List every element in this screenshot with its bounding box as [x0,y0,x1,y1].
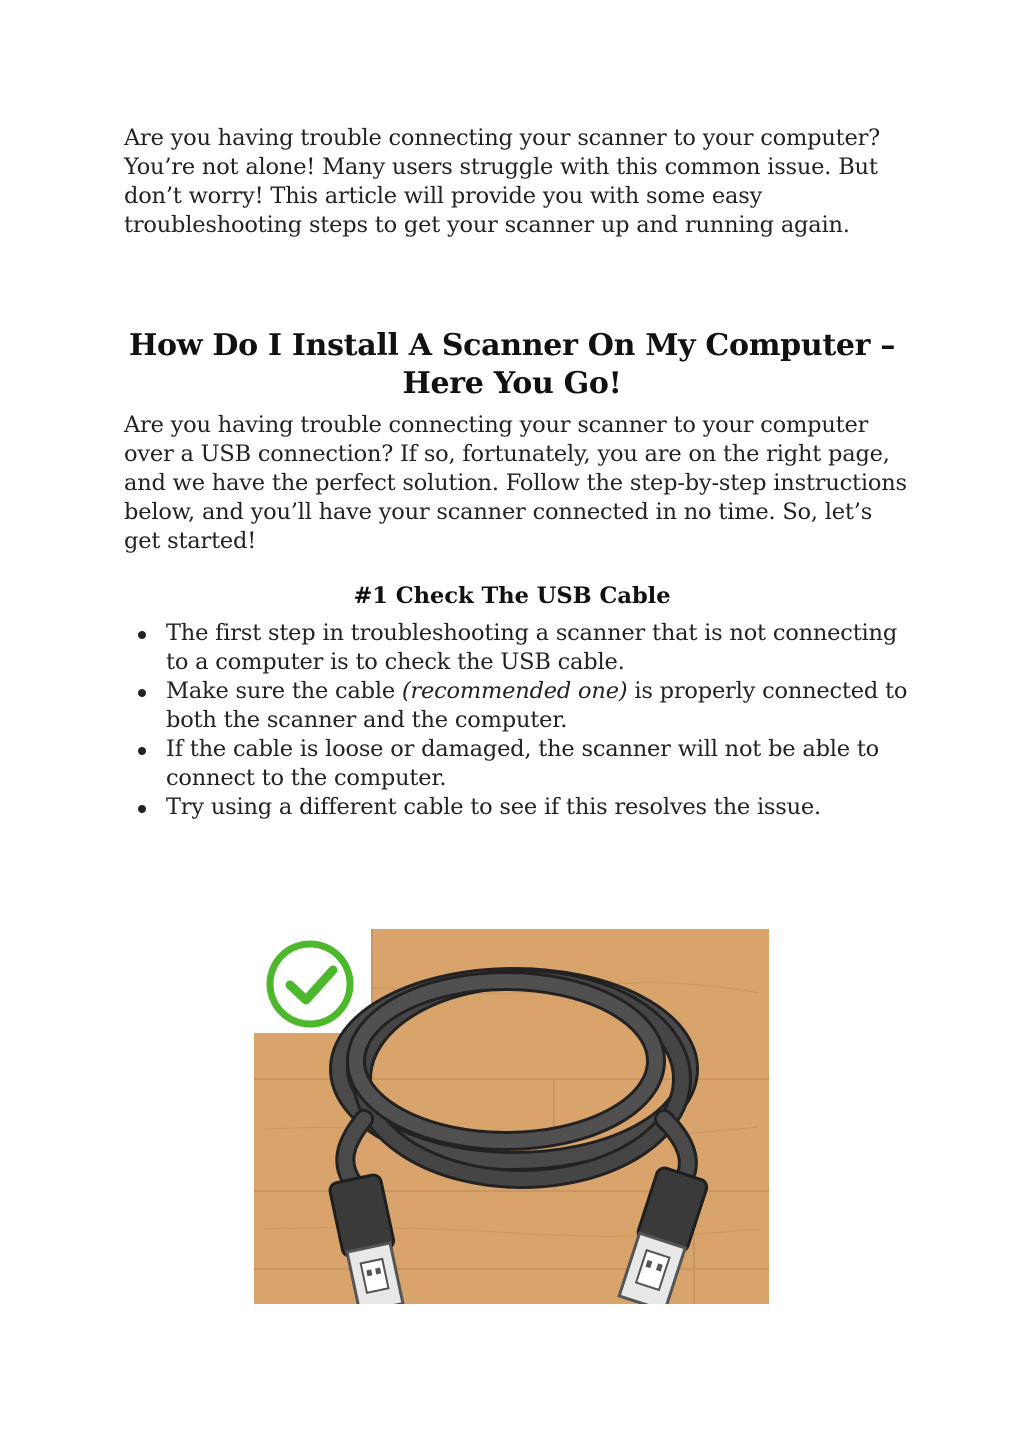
step-bullet-list [124,619,924,822]
list-item [124,677,924,735]
bullet-dot-icon [138,747,146,755]
page-heading: How Do I Install A Scanner On My Computer – Here You Go! [128,328,896,401]
usb-cable-illustration [254,929,769,1304]
list-item-text: If the cable is loose or damaged, the scanner will not be able to connect to the computer. [166,736,880,791]
list-item [124,619,924,677]
bullet-dot-icon [138,631,146,639]
list-item-emphasis: (recommended one) [401,678,628,704]
list-item-text: The first step in troubleshooting a scanner that is not connecting to a computer is to check the USB cable. [166,620,898,675]
step-heading: #1 Check The USB Cable [353,583,671,609]
section-intro-paragraph: Are you having trouble connecting your scanner to your computer over a USB connection? If so, fortunately, you are on the right page, and we have the perfect solution. Follow the step-by-step instructions below, and you’ll have your scanner connected in no time. So, let’s get started! [124,412,907,554]
list-item-text-start: Make sure the cable [166,678,402,704]
bullet-dot-icon [138,689,146,697]
checkmark-icon [254,929,371,1033]
intro-paragraph: Are you having trouble connecting your scanner to your computer? You’re not alone! Many users struggle with this common issue. But don’t worry! This article will provide you with some easy troubleshooting steps to get your scanner up and running again. [124,125,881,238]
list-item [124,793,924,822]
bullet-dot-icon [138,805,146,813]
list-item-text: Try using a different cable to see if this resolves the issue. [166,794,821,820]
list-item [124,735,924,793]
list-item-text-end: is properly connected to both the scanner and the computer. [166,678,908,733]
